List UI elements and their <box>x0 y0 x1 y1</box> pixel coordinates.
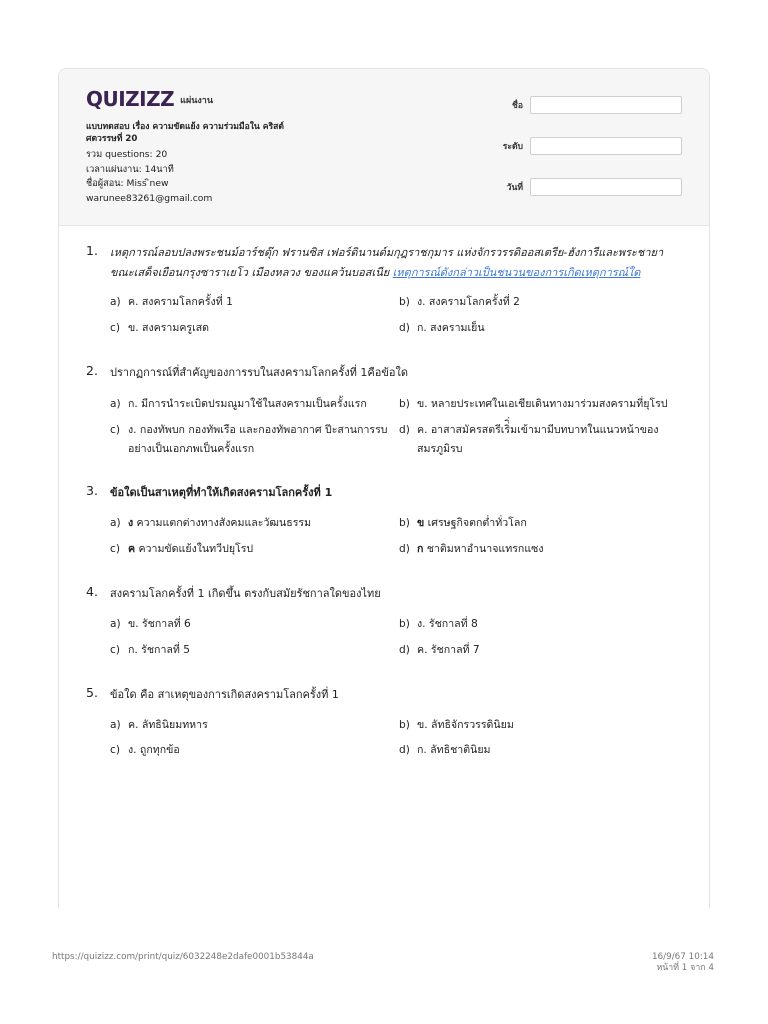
footer-datetime: 16/9/67 10:14 <box>651 952 714 962</box>
footer-meta <box>652 952 714 974</box>
option-text: ค. ลัทธินิยมทหาร <box>128 719 208 731</box>
level-label: ระดับ <box>502 142 523 152</box>
option-b[interactable] <box>399 514 679 533</box>
option-c[interactable] <box>110 641 390 660</box>
question-number: 2. <box>86 363 98 378</box>
option-letter: a) <box>110 296 121 308</box>
option-text: ข. สงครามครูเสด <box>128 322 210 334</box>
level-input[interactable] <box>530 137 682 155</box>
date-label: วันที่ <box>506 183 523 193</box>
instructor-email: warunee83261@gmail.com <box>86 192 213 204</box>
option-letter: d) <box>399 543 410 555</box>
option-a[interactable] <box>110 514 390 533</box>
quiz-meta <box>86 122 306 206</box>
question-text: สงครามโลกครั้งที่ 1 เกิดขึ้น ตรงกับสมัยรัชกาลใดของไทย <box>110 587 381 600</box>
question-link[interactable]: เหตุการณ์ดังกล่าวเป็นชนวนของการเกิดเหตุการณ์ใด <box>392 266 641 279</box>
option-text: ชาติมหาอำนาจแทรกแซง <box>423 543 544 555</box>
option-mark: ง <box>128 517 134 529</box>
option-text: ก. รัชกาลที่ 5 <box>128 644 190 656</box>
option-letter: c) <box>110 322 120 334</box>
option-d[interactable] <box>399 741 679 760</box>
option-text: ก. มีการนำระเบิดปรมณูมาใช้ในสงครามเป็นครั้งแรก <box>128 398 367 410</box>
option-text: ง. สงครามโลกครั้งที่ 2 <box>417 296 520 308</box>
quizizz-logo: QUIZIZZ <box>86 87 175 111</box>
option-a[interactable] <box>110 716 390 735</box>
option-text: ข. รัชกาลที่ 6 <box>128 618 191 630</box>
level-field <box>479 137 682 155</box>
name-input[interactable] <box>530 96 682 114</box>
option-a[interactable] <box>110 615 390 634</box>
question-text: ปรากฏการณ์ที่สำคัญของการรบในสงครามโลกครั้งที่ 1คือข้อใด <box>110 366 409 379</box>
option-c[interactable] <box>110 540 390 559</box>
option-mark: ค <box>128 543 136 555</box>
option-a[interactable] <box>110 293 390 312</box>
option-letter: a) <box>110 398 121 410</box>
option-c[interactable] <box>110 319 390 338</box>
option-b[interactable] <box>399 395 679 414</box>
option-text: ข. ลัทธิจักรวรรดินิยม <box>417 719 514 731</box>
total-questions: รวม questions: 20 <box>86 149 168 160</box>
option-d[interactable] <box>399 319 679 338</box>
option-a[interactable] <box>110 395 390 414</box>
logo-row <box>86 87 213 111</box>
option-letter: d) <box>399 322 410 334</box>
duration: เวลาแผ่นงาน: 14นาที <box>86 163 174 175</box>
question-number: 5. <box>86 685 98 700</box>
worksheet-label: แผ่นงาน <box>180 96 213 106</box>
option-letter: d) <box>399 424 410 436</box>
option-d[interactable] <box>399 641 679 660</box>
question-number: 3. <box>86 483 98 498</box>
instructor: ชื่อผู้สอน: Miss ิnew <box>86 178 169 189</box>
option-letter: c) <box>110 424 120 436</box>
option-c[interactable] <box>110 421 390 459</box>
option-text: ง. รัชกาลที่ 8 <box>417 618 478 630</box>
option-b[interactable] <box>399 293 679 312</box>
option-text: ความแตกต่างทางสังคมและวัฒนธรรม <box>133 517 312 529</box>
option-letter: c) <box>110 744 120 756</box>
option-letter: a) <box>110 517 121 529</box>
footer-url[interactable]: https://quizizz.com/print/quiz/6032248e2dafe0001b53844a <box>52 952 314 962</box>
option-mark: ข <box>417 517 425 529</box>
quiz-title: แบบทดสอบ เรื่อง ความขัดแย้ง ความร่วมมือใน คริสต์ศตวรรษที่ 20 <box>86 122 284 144</box>
option-letter: a) <box>110 618 121 630</box>
option-text: ความขัดแย้งในทวีปยุโรป <box>135 543 254 555</box>
option-letter: d) <box>399 644 410 656</box>
option-letter: b) <box>399 719 410 731</box>
question-body: เหตุการณ์ลอบปลงพระชนม์อาร์ชดุ๊ก ฟรานซิส เฟอร์ดินานด์มกุฎราชกุมาร แห่งจักรวรรดิออสเตรีย-ฮังการีและพระชายา ขณะเสด็จเยือนกรุงซาราเยโว เมืองหลวง ของแคว้นบอสเนีย <box>110 246 664 279</box>
option-text: ข. หลายประเทศในเอเชียเดินทางมาร่วมสงครามที่ยุโรป <box>417 398 668 410</box>
option-letter: c) <box>110 644 120 656</box>
question-number: 4. <box>86 584 98 599</box>
name-field <box>479 96 682 114</box>
option-text: เศรษฐกิจตกต่ำทั่วโลก <box>424 517 527 529</box>
footer-page: หน้าที่ 1 จาก 4 <box>656 963 714 973</box>
option-text: ง. ถูกทุกข้อ <box>128 744 180 756</box>
worksheet <box>58 68 710 908</box>
question-text: ข้อใด คือ สาเหตุของการเกิดสงครามโลกครั้งที่ 1 <box>110 688 339 701</box>
option-text: ง. กองทัพบก กองทัพเรือ และกองทัพอากาศ ปีะสานการรบอย่างเป็นเอกภพเป็นครั้งแรก <box>128 424 388 455</box>
option-text: ค. สงครามโลกครั้งที่ 1 <box>128 296 233 308</box>
option-letter: d) <box>399 744 410 756</box>
option-text: ค. อาสาสมัครสตรีเริ่ิ่มเข้ามามีบทบาทในแนวหน้าของสมรภูมิรบ <box>417 424 659 455</box>
option-d[interactable] <box>399 421 679 459</box>
option-letter: b) <box>399 517 410 529</box>
date-input[interactable] <box>530 178 682 196</box>
option-text: ก. สงครามเย็น <box>417 322 485 334</box>
option-mark: ก <box>417 543 424 555</box>
option-b[interactable] <box>399 716 679 735</box>
name-label: ชื่อ <box>512 101 523 111</box>
option-text: ค. รัชกาลที่ 7 <box>417 644 480 656</box>
option-letter: b) <box>399 398 410 410</box>
option-d[interactable] <box>399 540 679 559</box>
question-text <box>110 243 680 283</box>
option-letter: a) <box>110 719 121 731</box>
option-letter: b) <box>399 618 410 630</box>
question-text: ข้อใดเป็นสาเหตุที่ทำให้เกิดสงครามโลกครั้งที่ 1 <box>110 486 333 499</box>
date-field <box>479 178 682 196</box>
option-b[interactable] <box>399 615 679 634</box>
option-letter: c) <box>110 543 120 555</box>
option-text: ก. ลัทธิชาตินิยม <box>417 744 491 756</box>
worksheet-header <box>59 69 709 226</box>
question-number: 1. <box>86 243 98 258</box>
option-letter: b) <box>399 296 410 308</box>
option-c[interactable] <box>110 741 390 760</box>
